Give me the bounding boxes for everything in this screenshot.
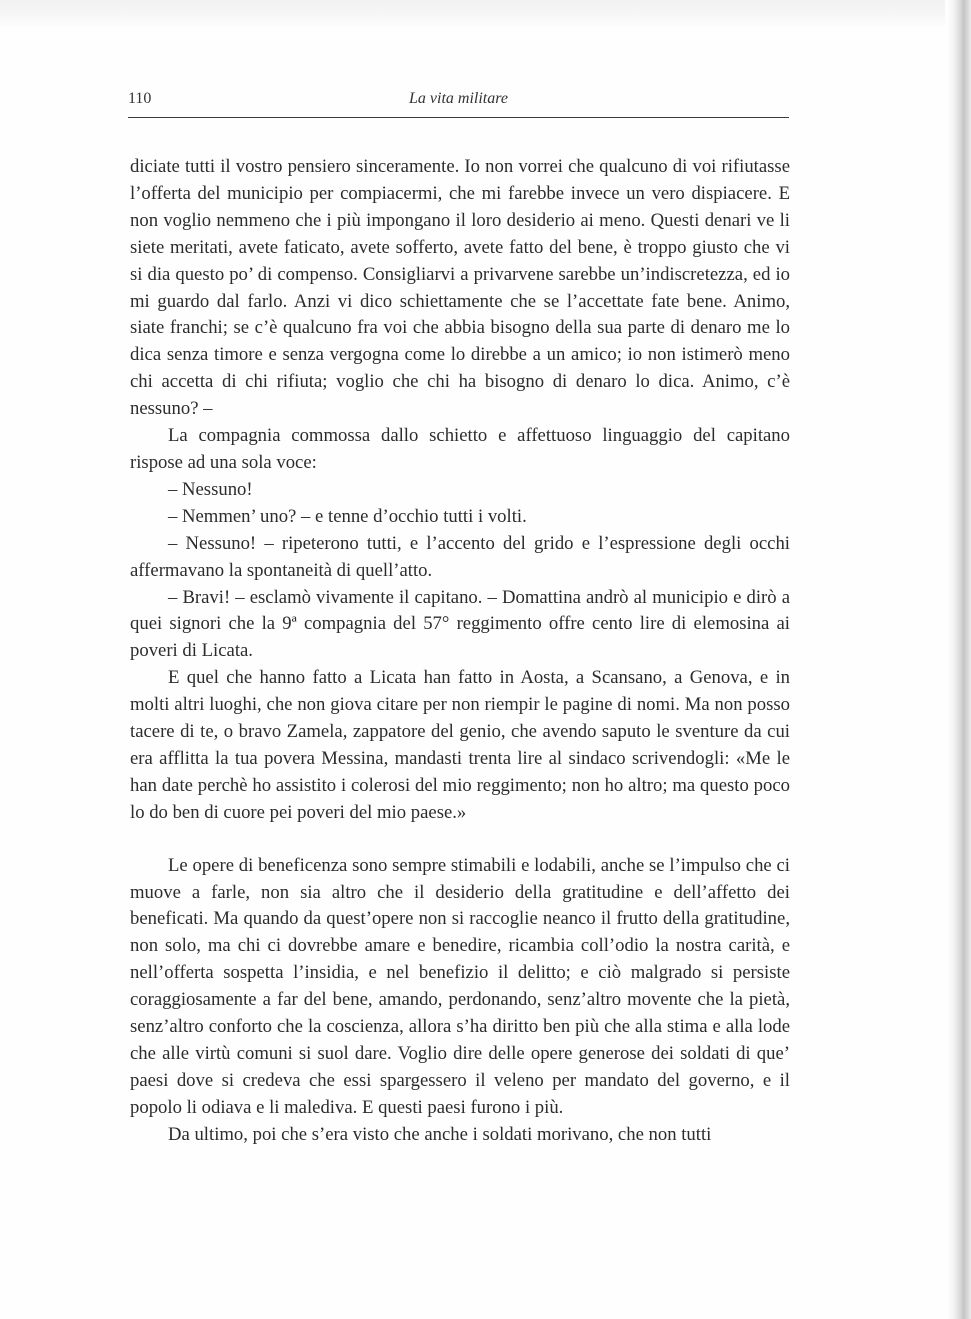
page-number: 110 xyxy=(128,90,152,107)
body-text xyxy=(130,154,790,1149)
paragraph: La compagnia commossa dallo schietto e affettuoso linguaggio del capitano rispose ad una sola voce: xyxy=(130,425,790,473)
dialogue-line: – Nessuno! xyxy=(168,478,253,500)
paragraph: E quel che hanno fatto a Licata han fatto in Aosta, a Scansano, a Genova, e in molti altri luoghi, che non giova citare per non riempir le pagine di nomi. Ma non posso tacere di te, o bravo Zamela, zappatore del genio, che avendo saputo le sventure da cui era afflitta la tua povera Messina, mandasti trenta lire al sindaco scrivendogli: «Me le han date perchè ho assistito i colerosi del mio reggimento; non ho altro; ma questo poco lo do ben di cuore pei poveri del mio paese.» xyxy=(130,667,790,823)
page-binding-edge xyxy=(947,0,971,1319)
header-rule xyxy=(128,117,789,118)
paragraph-continued: diciate tutti il vostro pensiero sinceramente. Io non vorrei che qualcuno di voi rifiutasse l’offerta del municipio per compiacermi, che mi farebbe invece un vero dispiacere. E non voglio nemmeno che i più impongano il loro desiderio ai meno. Questi denari ve li siete meritati, avete faticato, avete sofferto, avete fatto del bene, è troppo giusto che vi si dia questo po’ di compenso. Consigliarvi a privarvene sarebbe un’indiscretezza, ed io mi guardo dal farlo. Anzi vi dico schiettamente che se l’accettate fate bene. Animo, siate franchi; se c’è qualcuno fra voi che abbia bisogno della sua parte di denaro me lo dica senza timore e senza vergogna come lo direbbe a un amico; io non istimerò meno chi accetta di chi rifiuta; voglio che chi ha bisogno di denaro lo dica. Animo, c’è nessuno? – xyxy=(130,156,790,420)
scan-top-shadow xyxy=(0,0,945,28)
paragraph: Le opere di beneficenza sono sempre stimabili e lodabili, anche se l’impulso che ci muove a farle, non sia altro che il desiderio della gratitudine e dell’affetto dei beneficati. Ma quando da quest’opere non si raccoglie neanco il frutto della gratitudine, non solo, ma chi ci dovrebbe amare e benedire, ricambia coll’odio la nostra carità, e nell’offerta sospetta l’insidia, e nel benefizio il delitto; e ciò malgrado si persiste coraggiosamente a far del bene, amando, perdonando, senz’altro movente che la pietà, senz’altro conforto che la coscienza, allora s’ha diritto ben più che alla stima e alla lode che alle virtù comuni si suol dare. Voglio dire delle opere generose dei soldati di que’ paesi dove si credeva che essi spargessero il veleno per mandato del governo, e il popolo li odiava e li malediva. E questi paesi furono i più. xyxy=(130,854,790,1118)
dialogue-line: – Nemmen’ uno? – e tenne d’occhio tutti i volti. xyxy=(168,505,527,527)
page-header xyxy=(128,88,789,118)
running-title: La vita militare xyxy=(409,90,508,107)
dialogue-line: – Nessuno! – ripeterono tutti, e l’accento del grido e l’espressione degli occhi affermavano la spontaneità di quell’atto. xyxy=(130,532,790,581)
dialogue-line: – Bravi! – esclamò vivamente il capitano. – Domattina andrò al municipio e dirò a quei signori che la 9ª compagnia del 57° reggimento offre cento lire di elemosina ai poveri di Licata. xyxy=(130,586,790,662)
paragraph: Da ultimo, poi che s’era visto che anche i soldati morivano, che non tutti xyxy=(168,1123,712,1145)
